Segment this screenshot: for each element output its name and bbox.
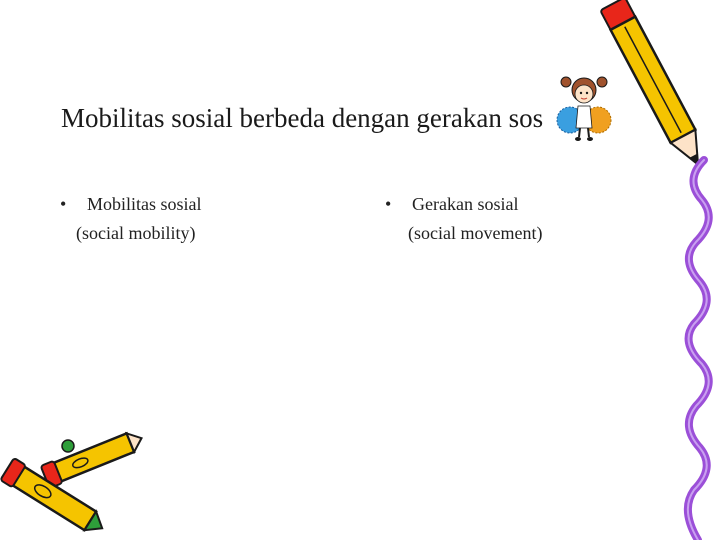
bullet-item-mobility bbox=[60, 190, 202, 248]
bullet-item-movement bbox=[385, 190, 542, 248]
bullet-glyph: • bbox=[60, 194, 67, 214]
term-mobilitas-sosial: Mobilitas sosial bbox=[87, 194, 202, 214]
left-column bbox=[60, 190, 202, 248]
term-gerakan-sosial: Gerakan sosial bbox=[412, 194, 519, 214]
slide-title: Mobilitas sosial berbeda dengan gerakan sos bbox=[61, 103, 544, 133]
translation-social-mobility: (social mobility) bbox=[76, 223, 196, 243]
pencil-icon bbox=[600, 0, 710, 180]
right-column bbox=[385, 190, 542, 248]
translation-social-movement: (social movement) bbox=[408, 223, 543, 243]
squiggle-border-icon bbox=[674, 160, 720, 540]
bullet-glyph: • bbox=[385, 194, 392, 214]
crossed-pencils-icon bbox=[0, 430, 150, 540]
